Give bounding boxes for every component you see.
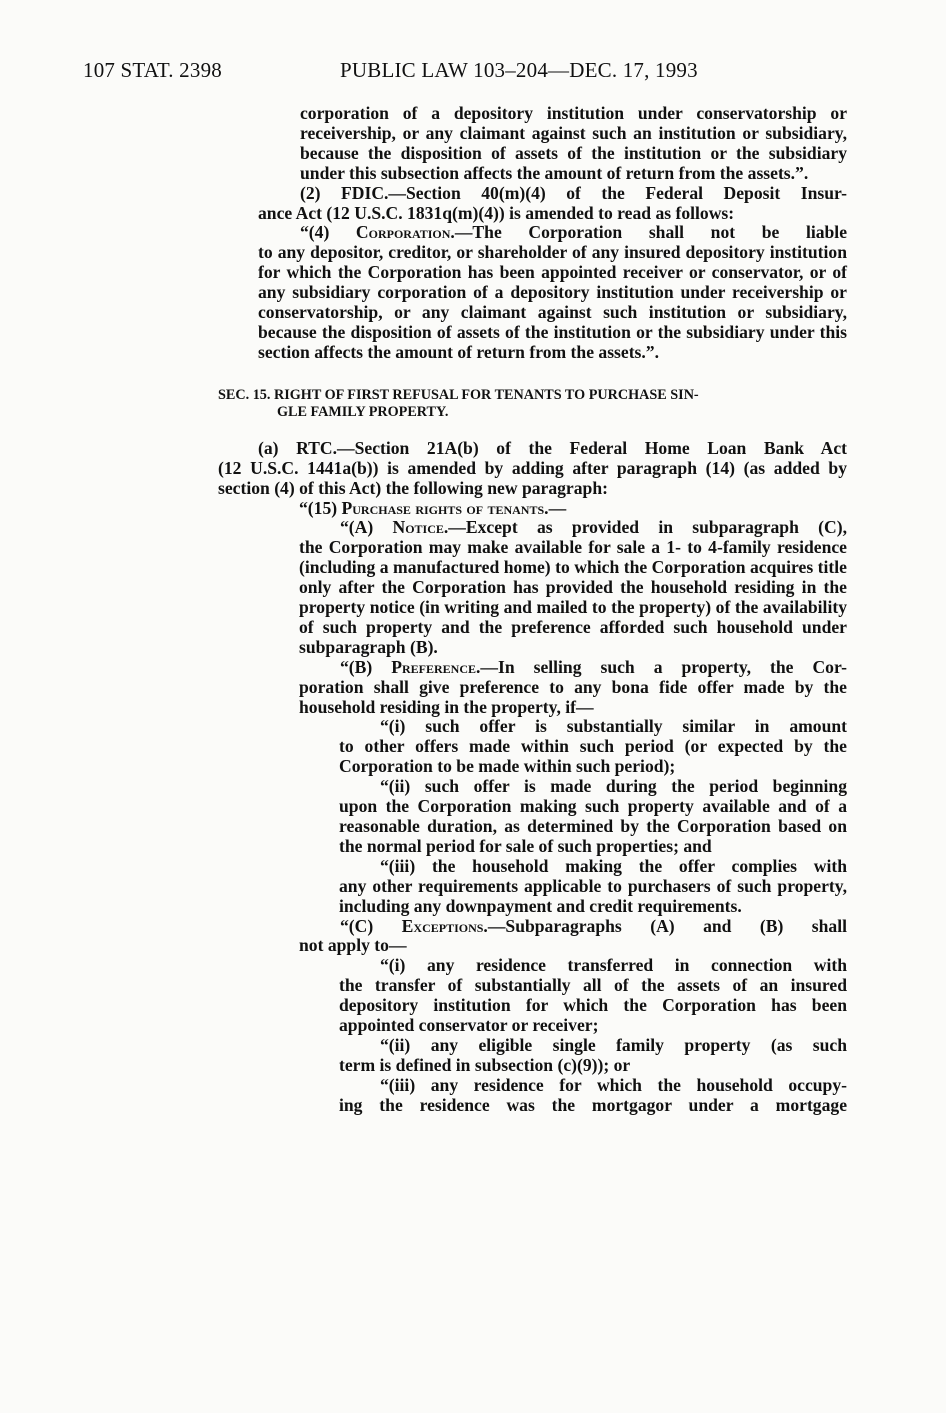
section-heading [218,387,847,421]
paragraph-rtc-first: (a) RTC.—Section 21A(b) of the Federal Home Loan Bank Act [258,437,847,458]
subparagraph-a-rest: the Corporation may make available for sale a 1- to 4-family residence (including a manufactured home) to which the Corporation acquires title only after the Corporation has provided the household residing in the property notice (in writing and mailed to the property) of the availability of such property and the preference afforded such household under subparagraph (B). [299,537,847,657]
clause-b-iii-first: “(iii) the household making the offer complies with [380,855,847,876]
heading-notice: “(A) Notice. [340,517,449,538]
paragraph-15-heading [299,499,847,519]
notice-text: —Except as provided in subparagraph (C), [448,517,847,538]
paragraph-fdic-rest: ance Act (12 U.S.C. 1831q(m)(4)) is amended to read as follows: [258,202,735,223]
subparagraph-b-rest: poration shall give preference to any bona fide offer made by the household residing in the property, if— [299,676,847,717]
running-header: PUBLIC LAW 103–204—DEC. 17, 1993 [340,58,698,82]
paragraph-corporation-first [300,223,847,243]
clause-c-i-first: “(i) any residence transferred in connection with [380,955,847,976]
section-title-line1: RIGHT OF FIRST REFUSAL FOR TENANTS TO PURCHASE SIN- [273,386,699,403]
subparagraph-c-first [340,917,847,937]
clause-b-ii-first: “(ii) such offer is made during the period beginning [380,776,847,797]
section-title-line2: GLE FAMILY PROPERTY. [277,403,449,420]
heading-exceptions: “(C) Exceptions. [340,915,488,936]
clause-c-i-rest: the transfer of substantially all of the assets of an insured depository institution for which the Corporation has been appointed conservator or receiver; [339,975,847,1036]
subparagraph-b-first [340,658,847,678]
clause-b-i-rest: to other offers made within such period (or expected by the Corporation to be made within such period); [339,736,847,777]
clause-c-iii-rest: ing the residence was the mortgagor under a mortgage [339,1094,847,1115]
paragraph-fdic-first: (2) FDIC.—Section 40(m)(4) of the Federal Deposit Insur- [300,182,847,203]
purchase-rights-dash: — [548,497,567,518]
clause-b-ii-rest: upon the Corporation making such property available and of a reasonable duration, as determined by the Corporation based on the normal period for sale of such properties; and [339,796,847,856]
paragraph-corporation-rest: to any depositor, creditor, or shareholder of any insured depository institution for which the Corporation has been appointed receiver or conservator, or of any subsidiary corporation of a depository institution under receivership or conservatorship, or any claimant against such institution or subsidiary, because the disposition of assets of the institution or the subsidiary under this section affects the amount of return from the assets.”. [258,242,847,362]
clause-c-iii-first: “(iii) any residence for which the household occupy- [380,1074,847,1095]
clause-c-ii-rest: term is defined in subsection (c)(9)); or [339,1054,631,1075]
page-citation: 107 STAT. 2398 [83,58,222,82]
document-body [0,104,946,1116]
paragraph-rtc-rest: (12 U.S.C. 1441a(b)) is amended by adding after paragraph (14) (as added by section (4) of this Act) the following new paragraph: [218,457,847,498]
section-number: SEC. 15. [218,386,271,403]
exceptions-text: —Subparagraphs (A) and (B) shall [487,915,847,936]
paragraph-continuation: corporation of a depository institution under conservatorship or receivership, or any claimant against such an institution or subsidiary, because the disposition of assets of the institution or the subsidiary under this subsection affects the amount of return from the assets.”. [300,103,847,183]
corporation-text: —The Corporation shall not be liable [454,222,847,243]
preference-text: —In selling such a property, the Cor- [480,656,847,677]
clause-c-ii-first: “(ii) any eligible single family property (as such [380,1034,847,1055]
subparagraph-a-first [340,518,847,538]
heading-corporation: “(4) Corporation. [300,222,455,243]
clause-b-i-first: “(i) such offer is substantially similar in amount [380,716,847,737]
heading-preference: “(B) Preference. [340,656,481,677]
clause-b-iii-rest: any other requirements applicable to purchasers of such property, including any downpayment and credit requirements. [339,875,847,916]
heading-purchase-rights: “(15) Purchase rights of tenants. [299,497,549,518]
subparagraph-c-rest: not apply to— [299,935,407,956]
